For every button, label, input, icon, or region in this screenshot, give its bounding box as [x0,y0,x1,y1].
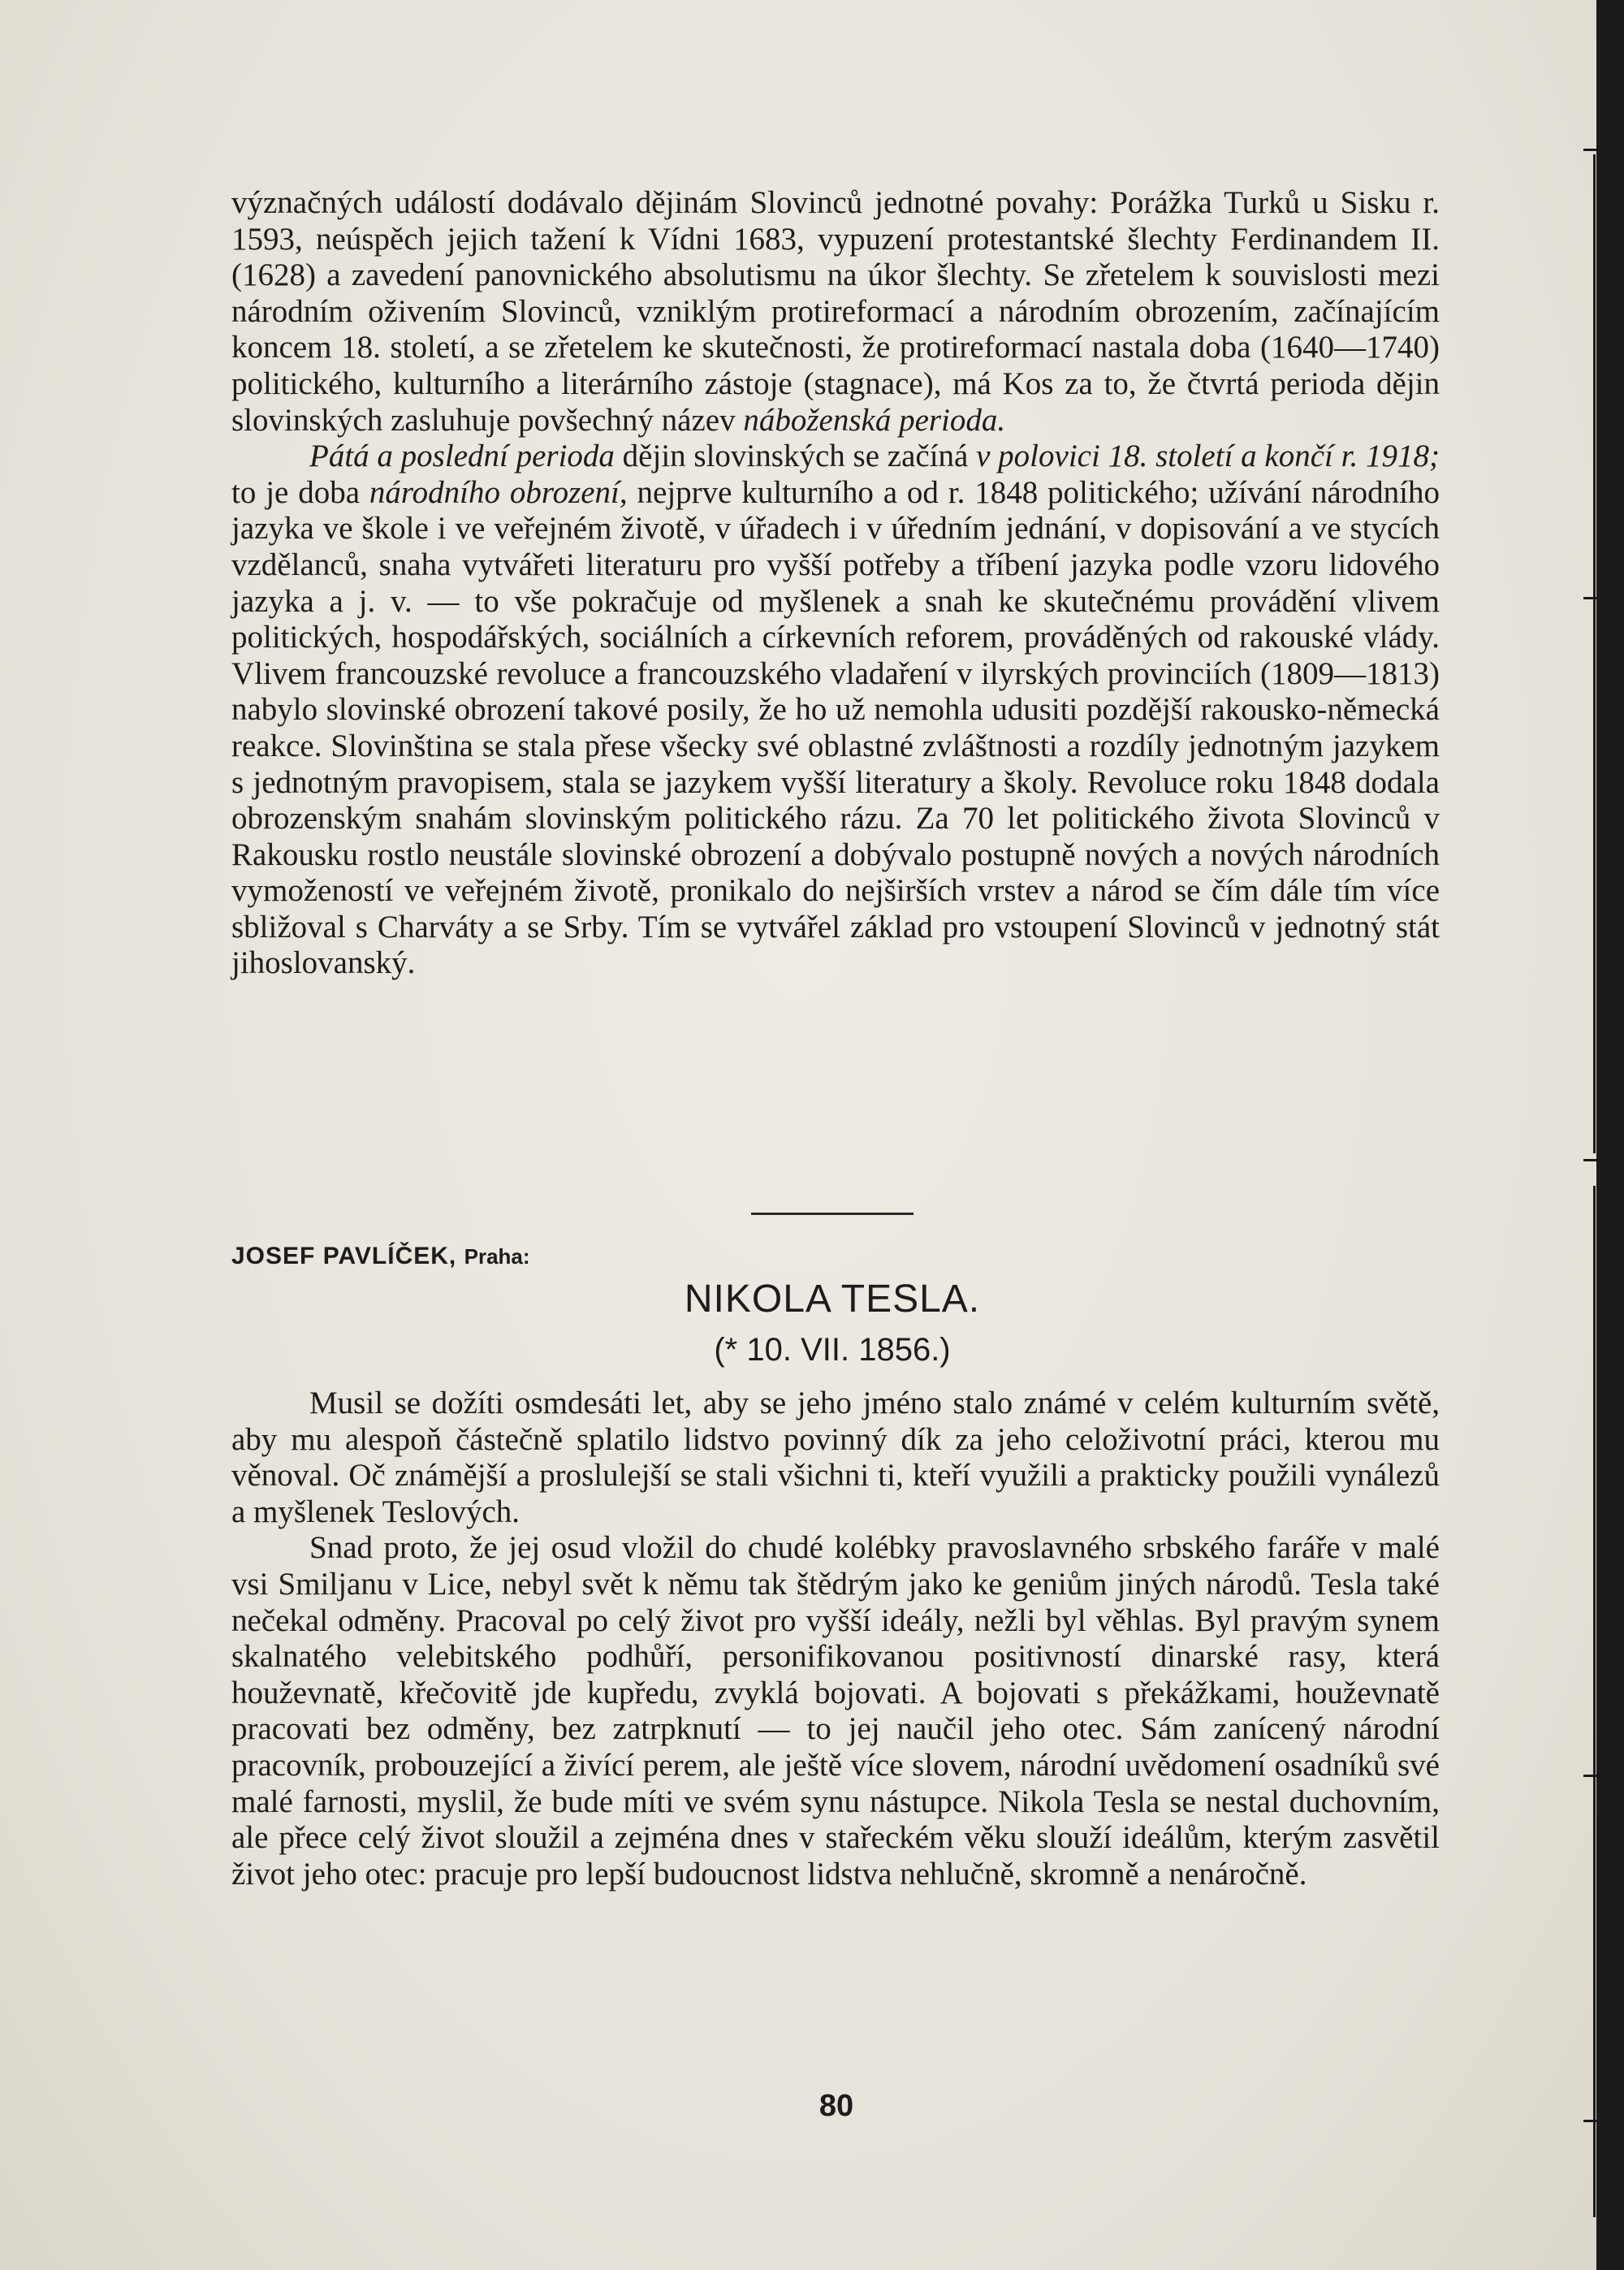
text-run: dějin slovinských se začíná [614,439,977,474]
page-number: 80 [818,2089,854,2123]
article-title: NIKOLA TESLA. [684,1278,981,1321]
section-divider [751,1213,914,1215]
binding-mark [1583,2120,1605,2122]
text-run: význačných událostí dodávalo dějinám Slovinců jednotné povahy: Porážka Turků u Sisku r. 1593, neúspěch jejich tažení k Vídni 1683, vypuzení protestantské šlechty Ferdinandem II. (1628) a zavedení panovnického absolutismu na úkor šlechty. Se zřetelem k souvislosti mezi národním oživením Slovinců, vzniklým protireformací a národním obrozením, začínajícím koncem 18. století, a se zřetelem ke skutečnosti, že protireformací nastala doba (1640—1740) politického, kulturního a literárního zástoje (stagnace), má Kos za to, že čtvrtá perioda dějin slovinských zasluhuje povšechný název [231,185,1440,438]
text-run: Snad proto, že jej osud vložil do chudé kolébky pravoslavného srbského faráře v malé vsi Smiljanu v Lice, nebyl svět k němu tak štědrým jako ke geniům jiných národů. Tesla také nečekal odměny. Pracoval po celý život pro vyšší ideály, nežli byl věhlas. Byl pravým synem skalnatého velebitského podhůří, personifikovanou positivností dinarské rasy, která houževnatě, křečovitě jde kupředu, zvyklá bojovati. A bojovati s překážkami, houževnatě pracovati bez odměny, bez zatrpknutí — to jej naučil jeho otec. Sám zanícený národní pracovník, probouzející a živící perem, ale ještě více slovem, národní uvědomení osadníků své malé farnosti, myslil, že bude míti ve svém synu nástupce. Nikola Tesla se nestal duchovním, ale přece celý život sloužil a zejména dnes v stařeckém věku slouží ideálům, kterým zasvětil život jeho otec: pracuje pro lepší budoucnost lidstva nehlučně, skromně a nenáročně. [231,1530,1440,1892]
article-body [231,1386,1440,1892]
binding-mark [1583,597,1605,599]
byline-city: Praha: [464,1244,530,1269]
text-run: to je doba [231,474,369,510]
text-run-italic: náboženská perioda. [743,402,1006,438]
binding-mark [1583,1159,1605,1161]
paragraph [231,1530,1440,1892]
article-continuation [231,185,1440,982]
binding-edge-line [1593,1186,1596,2217]
article-date: (* 10. VII. 1856.) [714,1332,951,1368]
paragraph [231,1386,1440,1530]
article-byline [231,1243,962,1270]
binding-edge-line [1593,154,1596,1153]
paragraph [231,185,1440,439]
text-run-italic: Pátá a poslední perioda [309,439,615,474]
text-run-italic: národního obrození, [369,474,628,510]
paragraph [231,439,1440,982]
binding-mark [1583,149,1605,151]
byline-author: JOSEF PAVLÍČEK, [231,1243,457,1269]
text-run: nejprve kulturního a od r. 1848 politického; užívání národního jazyka ve škole i ve veřejném životě, v úřadech i v úředním jednání, v dopisování a ve stycích vzdělanců, snaha vytvářeti literaturu pro vyšší potřeby a tříbení jazyka podle vzoru lidového jazyka a j. v. — to vše pokračuje od myšlenek a snah ke skutečnému provádění vlivem politických, hospodářských, sociálních a církevních reforem, prováděných od rakouské vlády. Vlivem francouzské revoluce a francouzského vladaření v ilyrských provinciích (1809—1813) nabylo slovinské obrození takové posily, že ho už nemohla udusiti pozdější rakousko-německá reakce. Slovinština se stala přese všecky své oblastné zvláštnosti a rozdíly jednotným jazykem s jednotným pravopisem, stala se jazykem vyšší literatury a školy. Revoluce roku 1848 dodala obrozenským snahám slovinským politického rázu. Za 70 let politického života Slovinců v Rakousku rostlo neustále slovinské obrození a dobývalo postupně nových a nových národních vymožeností ve veřejném životě, pronikalo do nejširších vrstev a národ se čím dále tím více sbližoval s Charváty a se Srby. Tím se vytvářel základ pro vstoupení Slovinců v jednotný stát jihoslovanský. [231,474,1440,981]
text-run: Musil se dožíti osmdesáti let, aby se jeho jméno stalo známé v celém kulturním světě, aby mu alespoň částečně splatilo lidstvo povinný dík za jeho celoživotní práci, kterou mu věnoval. Oč známější a proslulejší se stali všichni ti, kteří využili a prakticky použili vynálezů a myšlenek Teslových. [231,1386,1440,1529]
binding-mark [1583,1775,1605,1777]
text-run-italic: v polovici 18. století a končí r. 1918; [976,439,1440,474]
